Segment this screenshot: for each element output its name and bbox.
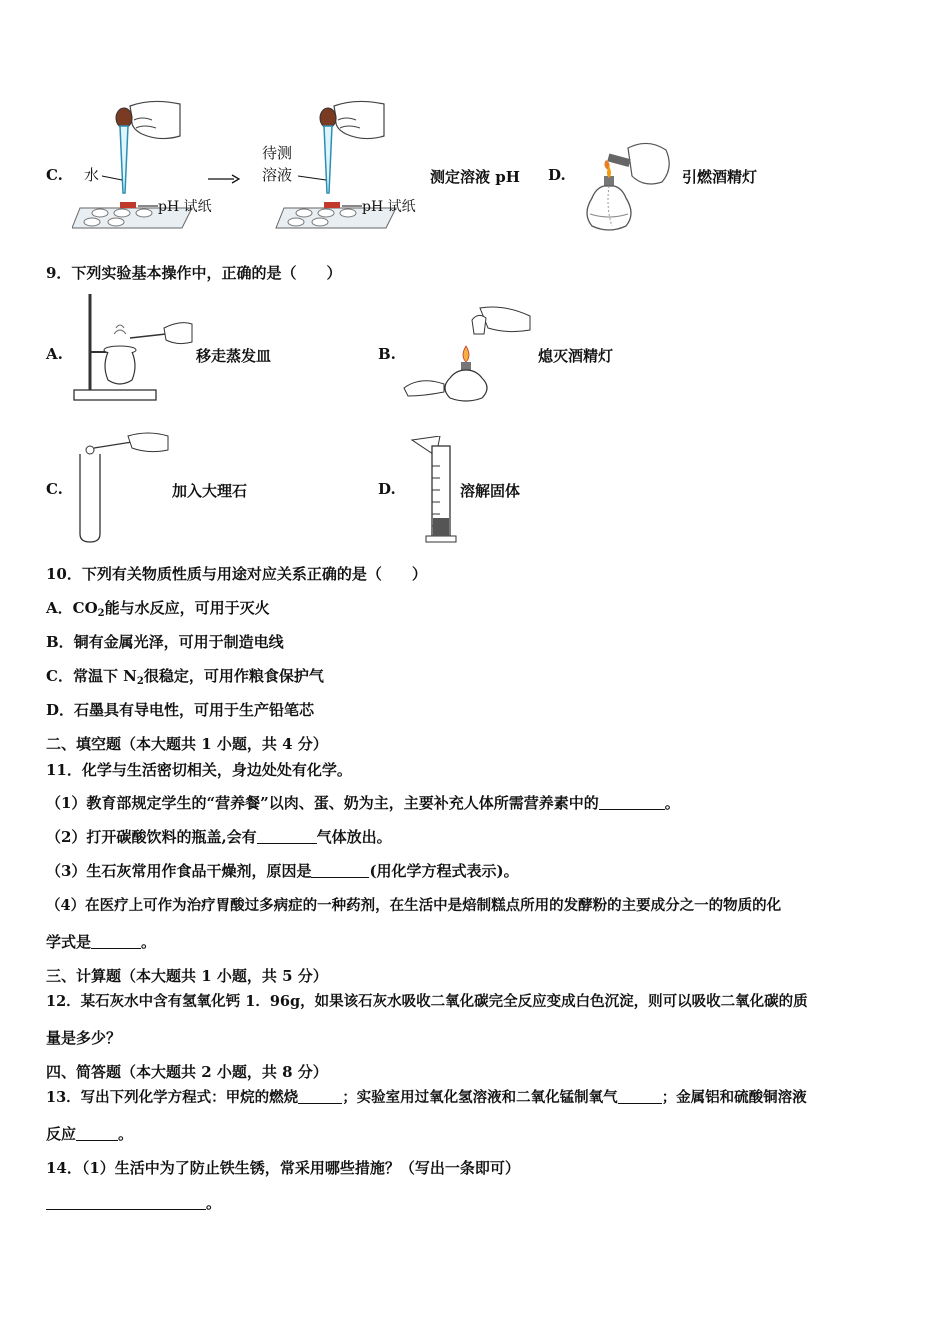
q13-line1: 13．写出下列化学方程式：甲烷的燃烧 ；实验室用过氧化氢溶液和二氧化锰制氧气 ；金属铝和硫酸铜溶液 — [46, 1089, 807, 1106]
question-stem: 11．化学与生活密切相关，身边处处有化学。 — [46, 761, 352, 779]
q14-answer-line: 。 — [46, 1192, 221, 1213]
option-caption: 加入大理石 — [172, 482, 248, 500]
option-caption: 溶解固体 — [460, 482, 521, 500]
answer-blank[interactable] — [91, 934, 141, 949]
water-label: 水 — [84, 166, 100, 184]
option-letter: D. — [378, 480, 396, 498]
ph-test-water-figure — [72, 98, 222, 233]
q13-line2: 反应 。 — [46, 1125, 134, 1143]
q11-part3: （3）生石灰常用作食品干燥剂，原因是 (用化学方程式表示)。 — [46, 862, 519, 880]
test-label-1: 待测 — [262, 144, 293, 162]
option-letter: A. — [46, 345, 63, 363]
q11-part1: （1）教育部规定学生的“营养餐”以肉、蛋、奶为主，主要补充人体所需营养素中的 。 — [46, 794, 680, 812]
option-caption: 移走蒸发皿 — [196, 347, 272, 365]
q12-line2: 量是多少？ — [46, 1029, 122, 1047]
q11-part4: （4）在医疗上可作为治疗胃酸过多病症的一种药剂，在生活中是焙制糕点所用的发酵粉的主要成分之一的物质的化 — [46, 897, 782, 914]
q11-part2: （2）打开碳酸饮料的瓶盖,会有 气体放出。 — [46, 828, 392, 846]
option-caption: 熄灭酒精灯 — [538, 347, 614, 365]
option-letter: B. — [378, 345, 396, 363]
evaporating-dish-figure — [70, 290, 195, 405]
ph-paper-label: pH 试纸 — [158, 199, 212, 215]
answer-blank[interactable] — [599, 795, 665, 810]
option-b: B．铜有金属光泽，可用于制造电线 — [46, 633, 284, 651]
answer-blank[interactable] — [298, 1089, 342, 1104]
section-title: 二、填空题（本大题共 1 小题，共 4 分） — [46, 735, 328, 753]
option-letter: C. — [46, 480, 63, 498]
answer-blank[interactable] — [257, 829, 317, 844]
add-marble-figure — [72, 430, 172, 545]
question-stem: 14．（1）生活中为了防止铁生锈，常采用哪些措施？（写出一条即可） — [46, 1159, 520, 1177]
question-stem: 10．下列有关物质性质与用途对应关系正确的是（ ） — [46, 565, 427, 583]
test-label-2: 溶液 — [262, 166, 293, 184]
option-d: D．石墨具有导电性，可用于生产铅笔芯 — [46, 701, 315, 719]
arrow-icon — [208, 173, 240, 185]
answer-blank[interactable] — [76, 1126, 118, 1141]
option-c: C．常温下 $N_2$很稳定，可用作粮食保护气 — [46, 667, 324, 687]
option-letter: D. — [548, 166, 566, 184]
ph-paper-label-2: pH 试纸 — [362, 199, 416, 215]
ph-test-solution-figure — [258, 98, 428, 233]
question-stem: 9．下列实验基本操作中，正确的是（ ） — [46, 264, 342, 282]
option-letter: C. — [46, 166, 63, 184]
option-caption: 测定溶液 pH — [430, 168, 520, 186]
answer-blank[interactable] — [618, 1089, 662, 1104]
option-a: A．$CO_2$能与水反应，可用于灭火 — [46, 599, 270, 619]
q12-line1: 12．某石灰水中含有氢氧化钙 1．96g，如果该石灰水吸收二氧化碳完全反应变成白色沉淀，则可以吸收二氧化碳的质 — [46, 993, 808, 1010]
extinguish-lamp-figure — [400, 300, 540, 405]
q11-part4-line2: 学式是 。 — [46, 933, 157, 951]
option-caption: 引燃酒精灯 — [682, 168, 758, 186]
answer-blank[interactable] — [46, 1195, 206, 1210]
alcohol-lamp-ignite-figure — [578, 138, 678, 238]
section-title: 三、计算题（本大题共 1 小题，共 5 分） — [46, 967, 328, 985]
section-title: 四、简答题（本大题共 2 小题，共 8 分） — [46, 1063, 328, 1081]
graduated-cylinder-figure — [402, 436, 462, 546]
answer-blank[interactable] — [311, 863, 369, 878]
